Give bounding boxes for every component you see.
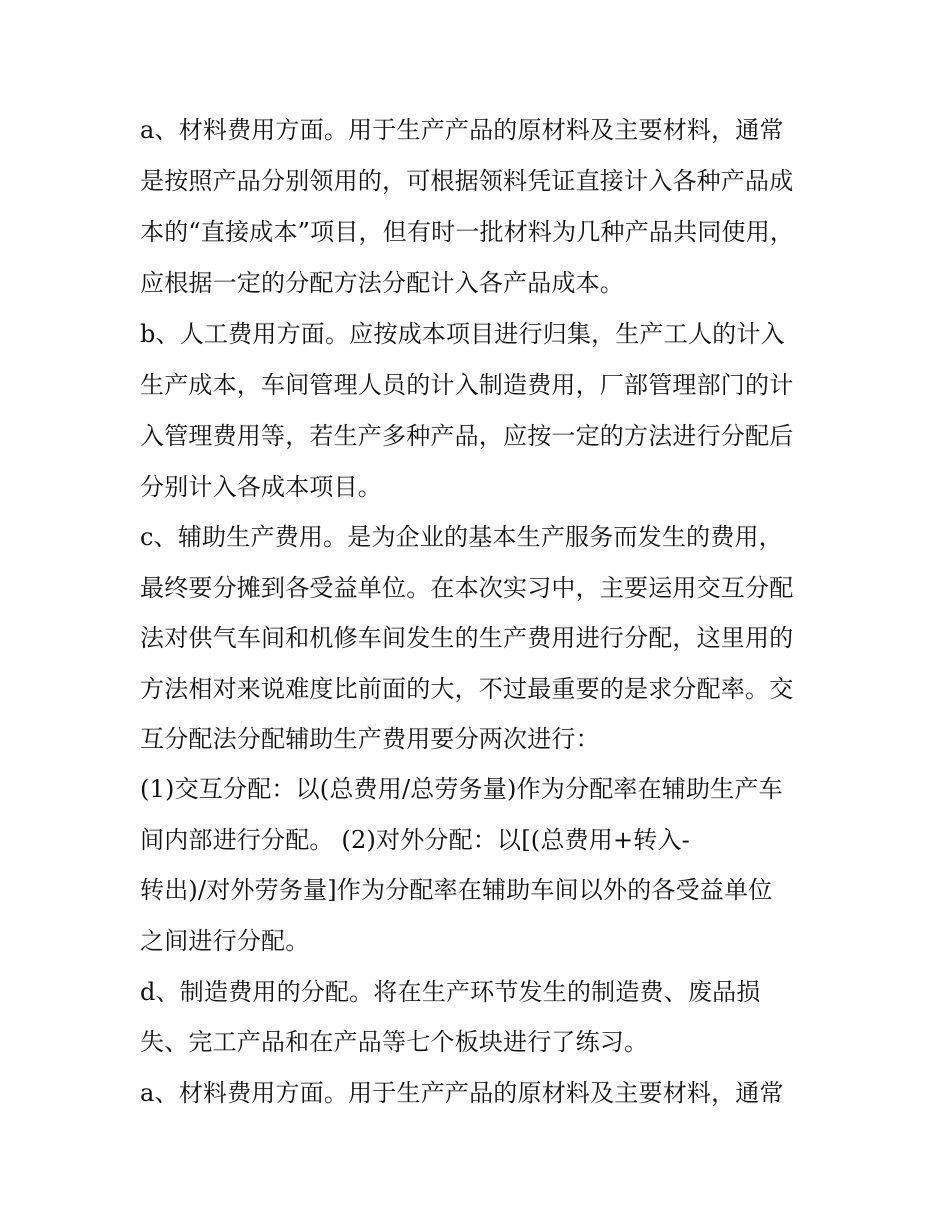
text-line: c、辅助生产费用。是为企业的基本生产服务而发生的费用， xyxy=(140,523,783,551)
text-line: 互分配法分配辅助生产费用要分两次进行： xyxy=(140,725,600,753)
text-line: 间内部进行分配。 (2)对外分配：以[(总费用+转入- xyxy=(140,826,690,854)
text-line: 分别计入各成本项目。 xyxy=(140,473,382,501)
text-line: 最终要分摊到各受益单位。在本次实习中，主要运用交互分配 xyxy=(140,574,794,602)
text-line: 之间进行分配。 xyxy=(140,927,310,955)
text-line: 失、完工产品和在产品等七个板块进行了练习。 xyxy=(140,1028,649,1056)
text-line: 入管理费用等，若生产多种产品，应按一定的方法进行分配后 xyxy=(140,422,794,450)
text-line: b、人工费用方面。应按成本项目进行归集，生产工人的计入 xyxy=(140,320,785,348)
text-line: 应根据一定的分配方法分配计入各产品成本。 xyxy=(140,269,624,297)
text-line: 方法相对来说难度比前面的大，不过最重要的是求分配率。交 xyxy=(140,675,794,703)
text-line: 转出)/对外劳务量]作为分配率在辅助车间以外的各受益单位 xyxy=(140,876,773,904)
text-line: (1)交互分配：以(总费用/总劳务量)作为分配率在辅助生产车 xyxy=(140,775,783,803)
text-line: 生产成本，车间管理人员的计入制造费用，厂部管理部门的计 xyxy=(140,371,794,399)
text-line: 是按照产品分别领用的，可根据领料凭证直接计入各种产品成 xyxy=(140,167,794,195)
text-line: a、材料费用方面。用于生产产品的原材料及主要材料，通常 xyxy=(140,1079,784,1107)
text-line: d、制造费用的分配。将在生产环节发生的制造费、废品损 xyxy=(140,978,761,1006)
text-line: 本的“直接成本”项目，但有时一批材料为几种产品共同使用， xyxy=(140,218,795,246)
text-line: a、材料费用方面。用于生产产品的原材料及主要材料，通常 xyxy=(140,116,784,144)
text-line: 法对供气车间和机修车间发生的生产费用进行分配，这里用的 xyxy=(140,624,794,652)
